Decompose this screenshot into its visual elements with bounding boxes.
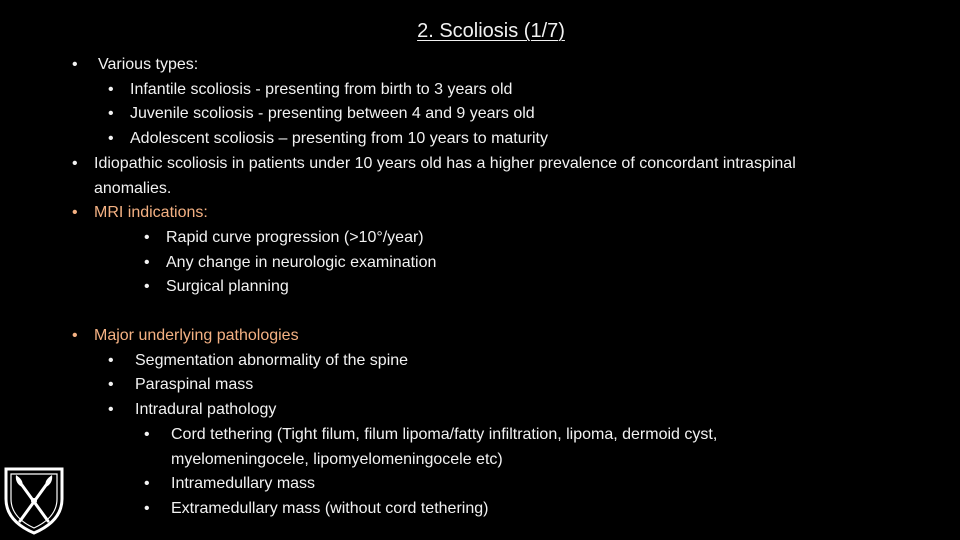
bullet-marker: • (108, 401, 114, 419)
slide-title: 2. Scoliosis (1/7) (417, 20, 565, 42)
list-item-segmentation (0, 349, 940, 374)
shield-with-crossed-torches-icon (2, 465, 66, 535)
bullet-marker: • (72, 56, 78, 73)
list-item-cord-tethering (0, 423, 940, 448)
bullet-marker: • (108, 80, 114, 98)
list-item-mri-rapid (0, 226, 940, 251)
list-item-mri-indications (0, 201, 940, 226)
list-item-text: Infantile scoliosis - presenting from birth to 3 years old (130, 80, 513, 98)
list-item-mri-neuro (0, 251, 940, 276)
list-item-pathologies (0, 324, 940, 349)
list-item-juvenile (0, 102, 940, 127)
bullet-marker: • (144, 475, 150, 493)
bullet-marker: • (108, 105, 114, 123)
list-item-text: Intradural pathology (135, 401, 277, 419)
bullet-marker: • (108, 376, 114, 394)
list-item-extramedullary (0, 497, 940, 522)
bullet-marker: • (72, 327, 78, 345)
list-item-idiopathic (0, 152, 940, 177)
list-item-text: Cord tethering (Tight filum, filum lipoma/fatty infiltration, lipoma, dermoid cyst, (171, 425, 718, 443)
list-item-text: Surgical planning (166, 278, 289, 296)
list-item-intradural (0, 398, 940, 423)
list-item-mri-surgical (0, 275, 940, 300)
list-item-text: myelomeningocele, lipomyelomeningocele etc) (171, 450, 503, 468)
bullet-marker: • (144, 425, 150, 443)
list-item-text: Segmentation abnormality of the spine (135, 351, 409, 369)
bullet-marker: • (144, 499, 150, 517)
list-item-text: Juvenile scoliosis - presenting between 4 and 9 years old (130, 105, 535, 123)
list-item-text: Paraspinal mass (135, 376, 254, 394)
bullet-marker: • (108, 130, 114, 148)
list-item-text: Adolescent scoliosis – presenting from 10 years to maturity (130, 130, 548, 148)
list-item-text: Rapid curve progression (>10°/year) (166, 228, 424, 246)
bullet-marker: • (108, 351, 114, 369)
list-item-infantile (0, 78, 940, 103)
list-item-text: Idiopathic scoliosis in patients under 10 years old has a higher prevalence of concordant intraspinal (94, 154, 796, 172)
section-spacer (0, 300, 940, 324)
list-item-types (0, 53, 940, 78)
list-item-paraspinal (0, 373, 940, 398)
list-item-text: Various types: (98, 56, 199, 73)
list-item-text: MRI indications: (94, 204, 208, 222)
bullet-list (0, 53, 940, 522)
bullet-marker: • (144, 253, 150, 271)
list-item-text: Intramedullary mass (171, 475, 316, 493)
bullet-marker: • (144, 278, 150, 296)
list-item-text: anomalies. (94, 179, 172, 197)
bullet-marker: • (72, 204, 78, 222)
bullet-marker: • (144, 228, 150, 246)
bullet-marker: • (72, 154, 78, 172)
list-item-text: Extramedullary mass (without cord tethering) (171, 499, 489, 517)
list-item-intramedullary (0, 472, 940, 497)
list-item-text: Any change in neurologic examination (166, 253, 437, 271)
list-item-text: Major underlying pathologies (94, 327, 299, 345)
list-item-idiopathic-continued (0, 177, 940, 202)
list-item-adolescent (0, 127, 940, 152)
list-item-cord-tethering-continued (0, 448, 940, 473)
